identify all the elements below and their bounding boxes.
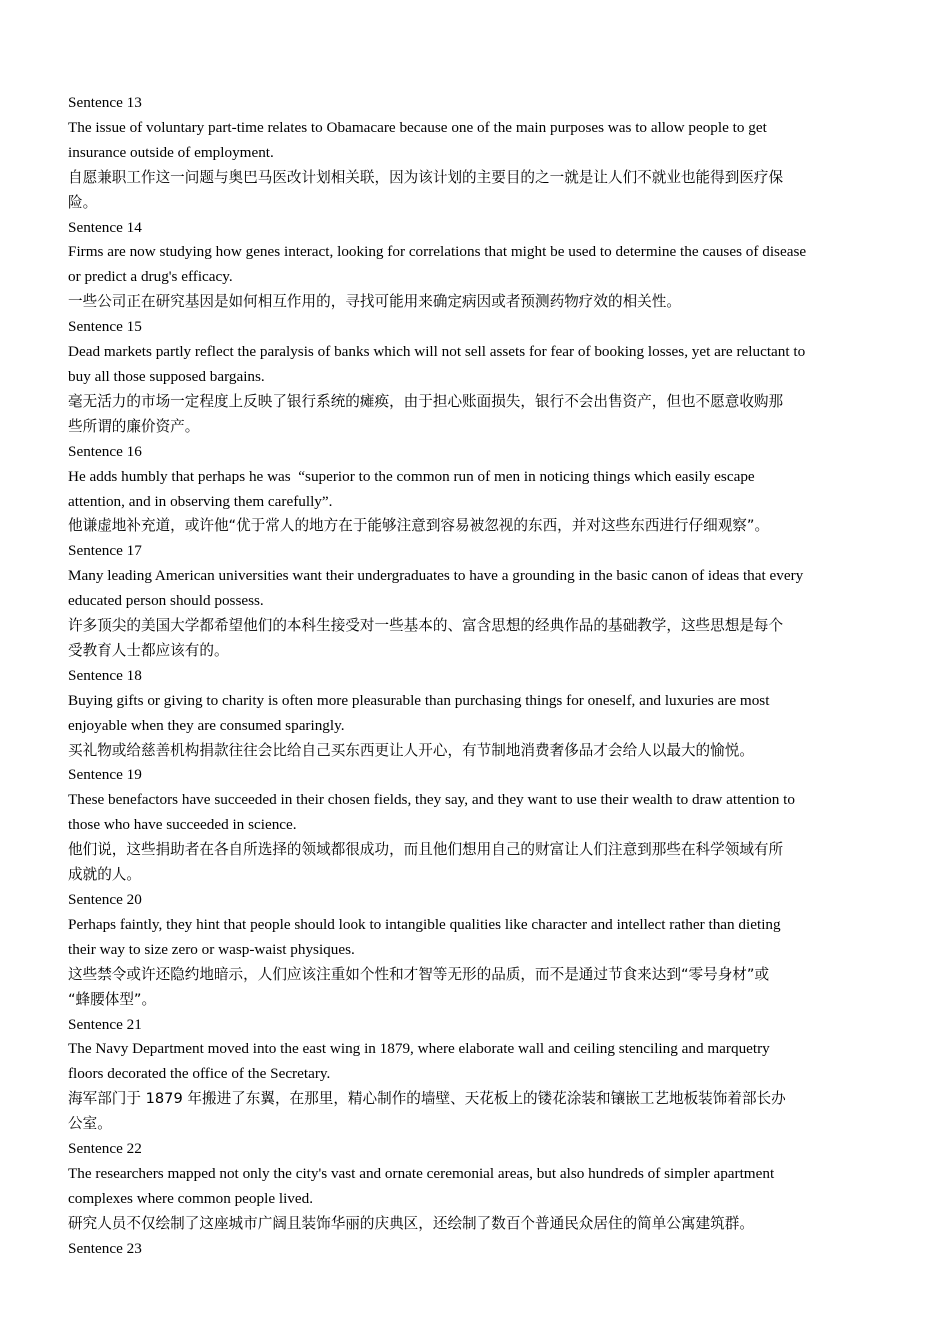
chinese-translation-line: 他谦虚地补充道，或许他“优于常人的地方在于能够注意到容易被忽视的东西，并对这些东西进行仔细观察”。 bbox=[68, 517, 770, 535]
sentence-entry bbox=[68, 1237, 886, 1262]
chinese-translation-line: 研究人员不仅绘制了这座城市广阔且装饰华丽的庆典区，还绘制了数百个普通民众居住的简单公寓建筑群。 bbox=[68, 1214, 754, 1232]
chinese-translation-line: 成就的人。 bbox=[68, 866, 141, 884]
sentence-label: Sentence 17 bbox=[68, 542, 142, 560]
english-text-line: buy all those supposed bargains. bbox=[68, 367, 265, 385]
chinese-translation-line: 买礼物或给慈善机构捐款往往会比给自己买东西更让人开心，有节制地消费奢侈品才会给人以最大的愉悦。 bbox=[68, 741, 754, 759]
chinese-translation-line: 受教育人士都应该有的。 bbox=[68, 641, 229, 659]
chinese-translation-line: 毫无活力的市场一定程度上反映了银行系统的瘫痪，由于担心账面损失，银行不会出售资产，但也不愿意收购那 bbox=[68, 392, 784, 410]
chinese-translation-line: 许多顶尖的美国大学都希望他们的本科生接受对一些基本的、富含思想的经典作品的基础教学，这些思想是每个 bbox=[68, 617, 784, 635]
sentence-entry bbox=[68, 1013, 886, 1138]
sentence-label: Sentence 15 bbox=[68, 318, 142, 336]
english-text-line: educated person should possess. bbox=[68, 592, 264, 610]
english-text-line: their way to size zero or wasp-waist physiques. bbox=[68, 940, 355, 958]
chinese-translation-line: 自愿兼职工作这一问题与奥巴马医改计划相关联，因为该计划的主要目的之一就是让人们不就业也能得到医疗保 bbox=[68, 168, 784, 186]
chinese-translation-line: 公室。 bbox=[68, 1115, 112, 1133]
english-text-line: floors decorated the office of the Secretary. bbox=[68, 1065, 331, 1083]
english-text-line: The issue of voluntary part-time relates to Obamacare because one of the main purposes was to allow people to get bbox=[68, 118, 767, 136]
english-text-line: Buying gifts or giving to charity is often more pleasurable than purchasing things for oneself, and luxuries are most bbox=[68, 691, 770, 709]
sentence-entry bbox=[68, 440, 886, 540]
sentence-label: Sentence 23 bbox=[68, 1239, 142, 1257]
english-text-line: Firms are now studying how genes interact, looking for correlations that might be used to determine the causes of disease bbox=[68, 243, 807, 261]
sentence-entry bbox=[68, 315, 886, 440]
chinese-translation-line: 这些禁令或许还隐约地暗示，人们应该注重如个性和才智等无形的品质，而不是通过节食来达到“零号身材”或 bbox=[68, 965, 770, 983]
english-text-line: insurance outside of employment. bbox=[68, 143, 274, 161]
english-text-line: attention, and in observing them carefully”. bbox=[68, 492, 333, 510]
document-page bbox=[68, 91, 886, 1262]
english-text-line: The researchers mapped not only the city's vast and ornate ceremonial areas, but also hundreds of simpler apartment bbox=[68, 1164, 775, 1182]
chinese-translation-line: 海军部门于 1879 年搬进了东翼，在那里，精心制作的墙壁、天花板上的镂花涂装和镶嵌工艺地板装饰着部长办 bbox=[68, 1090, 786, 1108]
sentence-entry bbox=[68, 1137, 886, 1237]
english-text-line: Perhaps faintly, they hint that people should look to intangible qualities like character and intellect rather than dieting bbox=[68, 915, 781, 933]
sentence-label: Sentence 13 bbox=[68, 94, 142, 111]
english-text-line: those who have succeeded in science. bbox=[68, 816, 297, 834]
sentence-entry bbox=[68, 664, 886, 764]
sentence-label: Sentence 19 bbox=[68, 766, 142, 784]
chinese-translation-line: 一些公司正在研究基因是如何相互作用的，寻找可能用来确定病因或者预测药物疗效的相关性。 bbox=[68, 293, 681, 311]
sentence-label: Sentence 20 bbox=[68, 891, 142, 908]
chinese-translation-line: 他们说，这些捐助者在各自所选择的领域都很成功，而且他们想用自己的财富让人们注意到那些在科学领域有所 bbox=[68, 841, 784, 859]
sentence-label: Sentence 22 bbox=[68, 1140, 142, 1158]
english-text-line: Many leading American universities want their undergraduates to have a grounding in the basic canon of ideas that every bbox=[68, 567, 804, 585]
chinese-translation-line: 险。 bbox=[68, 193, 98, 211]
chinese-translation-line: 些所谓的廉价资产。 bbox=[68, 417, 200, 435]
sentence-entry bbox=[68, 539, 886, 664]
english-text-line: enjoyable when they are consumed sparingly. bbox=[68, 716, 345, 734]
english-text-line: complexes where common people lived. bbox=[68, 1189, 314, 1207]
sentence-label: Sentence 18 bbox=[68, 666, 142, 684]
english-text-line: Dead markets partly reflect the paralysis of banks which will not sell assets for fear of booking losses, yet are reluctant to bbox=[68, 343, 806, 361]
sentence-label: Sentence 14 bbox=[68, 218, 142, 236]
english-text-line: These benefactors have succeeded in their chosen fields, they say, and they want to use their wealth to draw attention to bbox=[68, 791, 795, 809]
sentence-entry bbox=[68, 888, 886, 1013]
english-text-line: or predict a drug's efficacy. bbox=[68, 268, 233, 286]
sentence-label: Sentence 16 bbox=[68, 442, 142, 460]
sentence-entry bbox=[68, 216, 886, 316]
chinese-translation-line: “蜂腰体型”。 bbox=[68, 990, 157, 1008]
sentence-entry bbox=[68, 763, 886, 888]
english-text-line: The Navy Department moved into the east wing in 1879, where elaborate wall and ceiling stenciling and marquetry bbox=[68, 1040, 770, 1058]
sentence-entry bbox=[68, 91, 886, 216]
sentence-label: Sentence 21 bbox=[68, 1015, 142, 1033]
english-text-line: He adds humbly that perhaps he was “superior to the common run of men in noticing things which easily escape bbox=[68, 467, 755, 485]
